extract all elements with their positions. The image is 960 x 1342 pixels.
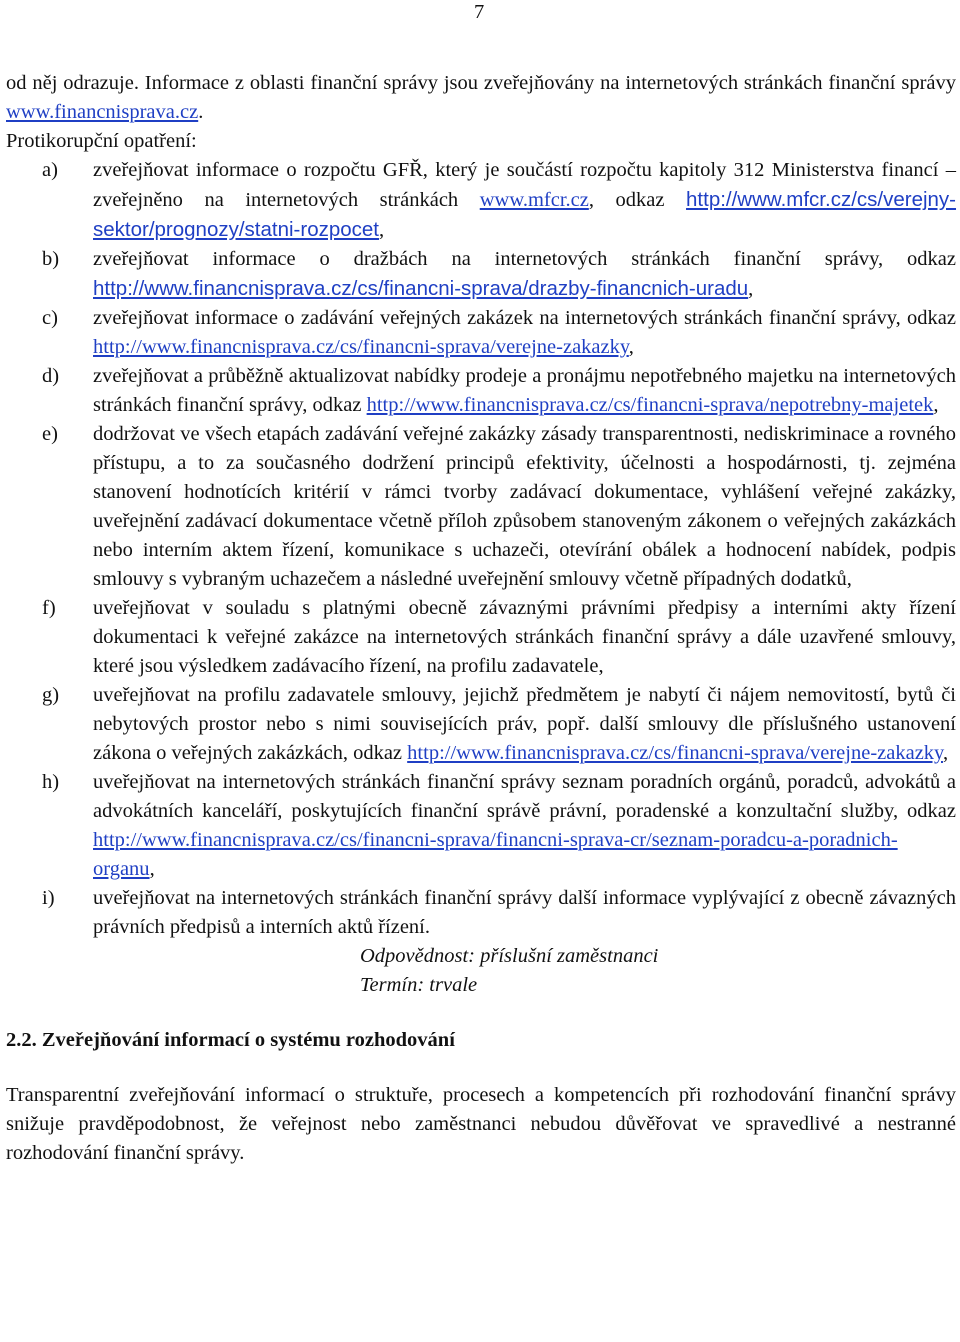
list-item-e [6, 420, 956, 594]
responsibility-note: Odpovědnost: příslušní zaměstnanci [360, 945, 659, 967]
list-item-text: zveřejňovat informace o rozpočtu GFŘ, který je součástí rozpočtu kapitoly 312 Ministerstva financí – zveřejněno na internetových stránkách www.mfcr.cz, odkaz http://www.mfcr.cz/cs/verejny-sektor/prognozy/statni-rozpocet, [93, 159, 957, 241]
list-item-label: c) [42, 307, 58, 329]
list-item-label: i) [42, 887, 55, 909]
intro-paragraph: od něj odrazuje. Informace z oblasti finanční správy jsou zveřejňovány na internetových stránkách finanční správy www.financnisprava.cz. [6, 72, 956, 123]
page-number: 7 [474, 1, 485, 23]
link-statni-rozpocet[interactable]: http://www.mfcr.cz/cs/verejny-sektor/prognozy/statni-rozpocet [93, 188, 957, 241]
link-seznam-poradcu[interactable]: http://www.financnisprava.cz/cs/financni-sprava/financni-sprava-cr/seznam-poradcu-a-poradnich-organu [93, 829, 898, 880]
list-item-label: h) [42, 771, 60, 793]
list-item-text: zveřejňovat informace o zadávání veřejných zakázek na internetových stránkách finanční správy, odkaz http://www.financnisprava.cz/cs/financni-sprava/verejne-zakazky, [93, 307, 956, 358]
list-item-h [6, 768, 956, 884]
closing-paragraph: Transparentní zveřejňování informací o struktuře, procesech a kompetencích při rozhodování finanční správy snižuje pravděpodobnost, že veřejnost nebo zaměstnanci nebudou důvěřovat ve spravedlivé a nestranné rozhodování finanční správy. [6, 1084, 956, 1164]
section-heading: 2.2. Zveřejňování informací o systému rozhodování [6, 1029, 455, 1051]
list-item-text: dodržovat ve všech etapách zadávání veřejné zakázky zásady transparentnosti, nediskriminace a rovného přístupu, a to za současného dodržení principů efektivity, účelnosti a hospodárnosti, tj. zejména stanovení hodnotících kritérií v rámci tvorby zadávací dokumentace, vyhlášení veřejné zakázky, uveřejnění zadávací dokumentace včetně příloh způsobem stanoveným zákonem o veřejných zakázkách nebo interním aktem řízení, komunikace s uchazeči, otevírání obálek a hodnocení nabídek, podpis smlouvy s vybraným uchazečem a následné uveřejnění smlouvy včetně případných dodatků, [93, 423, 956, 590]
list-item-label: g) [42, 684, 60, 706]
link-nepotrebny-majetek[interactable]: http://www.financnisprava.cz/cs/financni-sprava/nepotrebny-majetek [366, 394, 934, 416]
list-item-i [6, 884, 956, 942]
list-item-g [6, 681, 956, 768]
list-item-b [6, 245, 956, 304]
link-financnisprava[interactable]: www.financnisprava.cz [6, 101, 199, 123]
list-item-label: b) [42, 248, 60, 270]
list-item-label: e) [42, 423, 58, 445]
link-verejne-zakazky-profil[interactable]: http://www.financnisprava.cz/cs/financni-sprava/verejne-zakazky [407, 742, 943, 764]
list-item-c [6, 304, 956, 362]
list-item-text: uveřejňovat na profilu zadavatele smlouvy, jejichž předmětem je nabytí či nájem nemovitostí, bytů či nebytových prostor nebo s nimi souvisejících práv, popř. další smlouvy dle příslušného ustanovení zákona o veřejných zakázkách, odkaz http://www.financnisprava.cz/cs/financni-sprava/verejne-zakazky, [93, 684, 956, 764]
list-item-label: a) [42, 159, 58, 181]
list-item-text: zveřejňovat informace o dražbách na internetových stránkách finanční správy, odkaz http://www.financnisprava.cz/cs/financni-sprava/drazby-financnich-uradu, [93, 248, 956, 300]
list-item-f [6, 594, 956, 681]
list-item-label: d) [42, 365, 60, 387]
list-item-d [6, 362, 956, 420]
anti-corruption-heading: Protikorupční opatření: [6, 130, 197, 152]
list-item-text: uveřejňovat na internetových stránkách finanční správy seznam poradních orgánů, poradců, advokátů a advokátních kanceláří, poskytujících finanční správě právní, poradenské a konzultační služby, odkaz http://www.financnisprava.cz/cs/financni-sprava/financni-sprava-cr/seznam-poradcu-a-poradnich-organu, [93, 771, 956, 880]
list-item-text: zveřejňovat a průběžně aktualizovat nabídky prodeje a pronájmu nepotřebného majetku na internetových stránkách finanční správy, odkaz http://www.financnisprava.cz/cs/financni-sprava/nepotrebny-majetek, [93, 365, 956, 416]
document-body [6, 69, 956, 1168]
intro-text: od něj odrazuje. Informace z oblasti finanční správy jsou zveřejňovány na internetových stránkách finanční správy [6, 72, 956, 94]
link-mfcr[interactable]: www.mfcr.cz [479, 189, 589, 211]
deadline-note: Termín: trvale [360, 974, 478, 996]
list-item-text: uveřejňovat na internetových stránkách finanční správy další informace vyplývající z obecně závazných právních předpisů a interních aktů řízení. [93, 887, 956, 938]
list-item-text: uveřejňovat v souladu s platnými obecně závaznými právními předpisy a interními akty řízení dokumentaci k veřejné zakázce na internetových stránkách finanční správy a dále uzavřené smlouvy, které jsou výsledkem zadávacího řízení, na profilu zadavatele, [93, 597, 956, 677]
link-verejne-zakazky[interactable]: http://www.financnisprava.cz/cs/financni-sprava/verejne-zakazky [93, 336, 629, 358]
list-item-a [6, 156, 956, 245]
list-item-label: f) [42, 597, 56, 619]
link-drazby[interactable]: http://www.financnisprava.cz/cs/financni-sprava/drazby-financnich-uradu [93, 277, 749, 300]
